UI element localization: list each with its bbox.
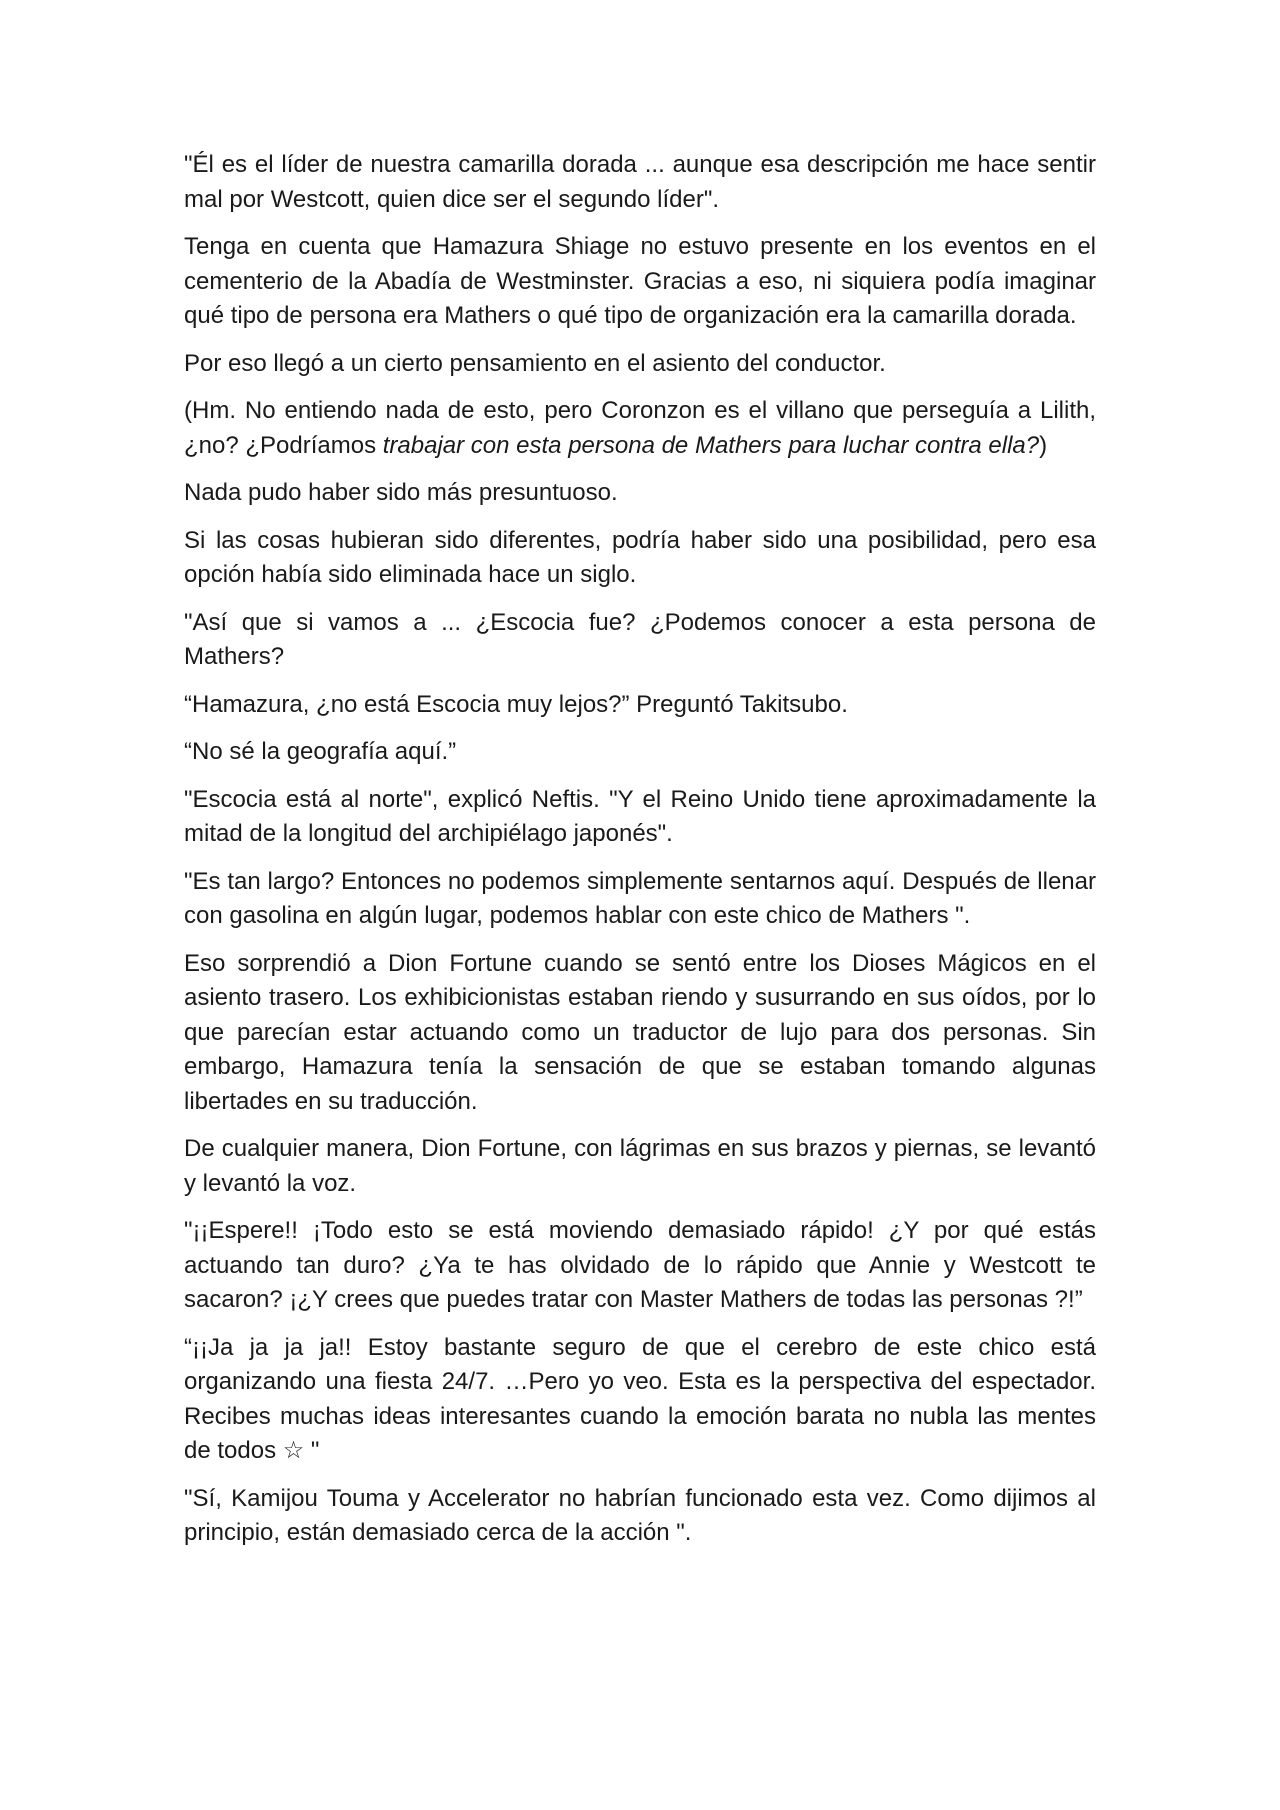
- paragraph-6: Si las cosas hubieran sido diferentes, podría haber sido una posibilidad, pero esa opción había sido eliminada hace un siglo.: [184, 526, 1096, 588]
- paragraph-1: "Él es el líder de nuestra camarilla dorada ... aunque esa descripción me hace sentir mal por Westcott, quien dice ser el segundo líder".: [184, 151, 1096, 213]
- paragraph-12: Eso sorprendió a Dion Fortune cuando se sentó entre los Dioses Mágicos en el asiento trasero. Los exhibicionistas estaban riendo y susurrando en sus oídos, por lo que parecían estar actuando como un traductor de lujo para dos personas. Sin embargo, Hamazura tenía la sensación de que se estaban tomando algunas libertades en su traducción.: [184, 949, 1096, 1115]
- document-page: [184, 148, 1096, 1564]
- paragraph-13: De cualquier manera, Dion Fortune, con lágrimas en sus brazos y piernas, se levantó y levantó la voz.: [184, 1135, 1096, 1197]
- paragraph-15: “¡¡Ja ja ja ja!! Estoy bastante seguro de que el cerebro de este chico está organizando una fiesta 24/7. …Pero yo veo. Esta es la perspectiva del espectador. Recibes muchas ideas interesantes cuando la emoción barata no nubla las mentes de todos ☆ ": [184, 1333, 1096, 1464]
- paragraph-10: "Escocia está al norte", explicó Neftis. "Y el Reino Unido tiene aproximadamente la mitad de la longitud del archipiélago japonés".: [184, 785, 1096, 847]
- paragraph-4-text: (Hm. No entiendo nada de esto, pero Coronzon es el villano que perseguía a Lilith, ¿no? ¿Podríamos: [184, 397, 1096, 459]
- paragraph-4-italic: trabajar con esta persona de Mathers para luchar contra ella?: [382, 431, 1040, 459]
- paragraph-4: [184, 394, 1096, 463]
- paragraph-8: “Hamazura, ¿no está Escocia muy lejos?” Preguntó Takitsubo.: [184, 690, 848, 718]
- paragraph-4-close: ): [1039, 431, 1048, 459]
- paragraph-14: "¡¡Espere!! ¡Todo esto se está moviendo demasiado rápido! ¿Y por qué estás actuando tan duro? ¿Ya te has olvidado de lo rápido que Annie y Westcott te sacaron? ¡¿Y crees que puedes tratar con Master Mathers de todas las personas ?!”: [184, 1217, 1096, 1313]
- paragraph-16: "Sí, Kamijou Touma y Accelerator no habrían funcionado esta vez. Como dijimos al principio, están demasiado cerca de la acción ".: [184, 1484, 1096, 1546]
- paragraph-2: Tenga en cuenta que Hamazura Shiage no estuvo presente en los eventos en el cementerio de la Abadía de Westminster. Gracias a eso, ni siquiera podía imaginar qué tipo de persona era Mathers o qué tipo de organización era la camarilla dorada.: [184, 233, 1096, 329]
- paragraph-5: Nada pudo haber sido más presuntuoso.: [184, 479, 618, 506]
- paragraph-11: "Es tan largo? Entonces no podemos simplemente sentarnos aquí. Después de llenar con gasolina en algún lugar, podemos hablar con este chico de Mathers ".: [184, 867, 1096, 929]
- paragraph-7: "Así que si vamos a ... ¿Escocia fue? ¿Podemos conocer a esta persona de Mathers?: [184, 608, 1096, 670]
- paragraph-3: Por eso llegó a un cierto pensamiento en el asiento del conductor.: [184, 349, 886, 377]
- paragraph-9: “No sé la geografía aquí.”: [184, 738, 457, 765]
